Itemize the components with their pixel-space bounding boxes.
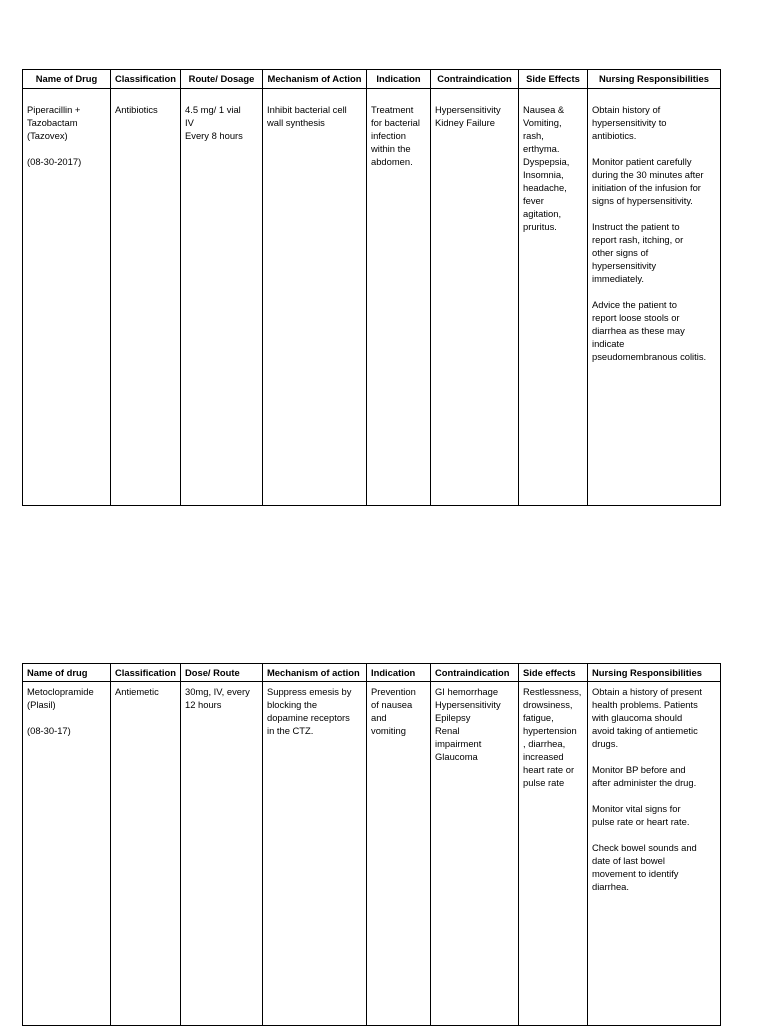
cell-nursing-responsibilities: Obtain history of hypersensitivity to antibiotics. Monitor patient carefully during the 30 minutes after initiation of the infusion for signs of hypersensitivity. Instruct the patient to report rash, itching, or other signs of hypersensitivity immediately. Advice the patient to report loose stools or diarrhea as these may indicate pseudomembranous colitis. [588,89,721,506]
cell-classification: Antibiotics [111,89,181,506]
header-mechanism: Mechanism of action [263,664,367,682]
header-nursing-responsibilities: Nursing Responsibilities [588,664,721,682]
header-classification: Classification [111,70,181,89]
header-side-effects: Side effects [519,664,588,682]
cell-dose-route: 30mg, IV, every 12 hours [181,682,263,1026]
table-row [23,682,721,1026]
cell-route-dosage: 4.5 mg/ 1 vial IV Every 8 hours [181,89,263,506]
cell-indication: Treatment for bacterial infection within the abdomen. [367,89,431,506]
header-dose-route: Dose/ Route [181,664,263,682]
table-header-row [23,70,721,89]
cell-nursing-responsibilities: Obtain a history of present health problems. Patients with glaucoma should avoid taking of antiemetic drugs. Monitor BP before and after administer the drug. Monitor vital signs for pulse rate or heart rate. Check bowel sounds and date of last bowel movement to identify diarrhea. [588,682,721,1026]
header-indication: Indication [367,70,431,89]
header-route-dosage: Route/ Dosage [181,70,263,89]
cell-drug-name: Metoclopramide (Plasil) (08-30-17) [23,682,111,1026]
cell-side-effects: Nausea & Vomiting, rash, erthyma. Dyspepsia, Insomnia, headache, fever agitation, pruritus. [519,89,588,506]
cell-classification: Antiemetic [111,682,181,1026]
drug-table-metoclopramide [22,663,721,1026]
cell-mechanism: Suppress emesis by blocking the dopamine receptors in the CTZ. [263,682,367,1026]
cell-drug-name: Piperacillin + Tazobactam (Tazovex) (08-30-2017) [23,89,111,506]
cell-contraindication: Hypersensitivity Kidney Failure [431,89,519,506]
header-name-of-drug: Name of Drug [23,70,111,89]
table-header-row [23,664,721,682]
cell-side-effects: Restlessness, drowsiness, fatigue, hypertension , diarrhea, increased heart rate or pulse rate [519,682,588,1026]
drug-table-piperacillin [22,69,721,506]
header-classification: Classification [111,664,181,682]
header-contraindication: Contraindication [431,664,519,682]
header-contraindication: Contraindication [431,70,519,89]
cell-mechanism: Inhibit bacterial cell wall synthesis [263,89,367,506]
header-indication: Indication [367,664,431,682]
header-side-effects: Side Effects [519,70,588,89]
header-mechanism: Mechanism of Action [263,70,367,89]
cell-indication: Prevention of nausea and vomiting [367,682,431,1026]
table-row [23,89,721,506]
header-name-of-drug: Name of drug [23,664,111,682]
cell-contraindication: GI hemorrhage Hypersensitivity Epilepsy Renal impairment Glaucoma [431,682,519,1026]
header-nursing-responsibilities: Nursing Responsibilities [588,70,721,89]
